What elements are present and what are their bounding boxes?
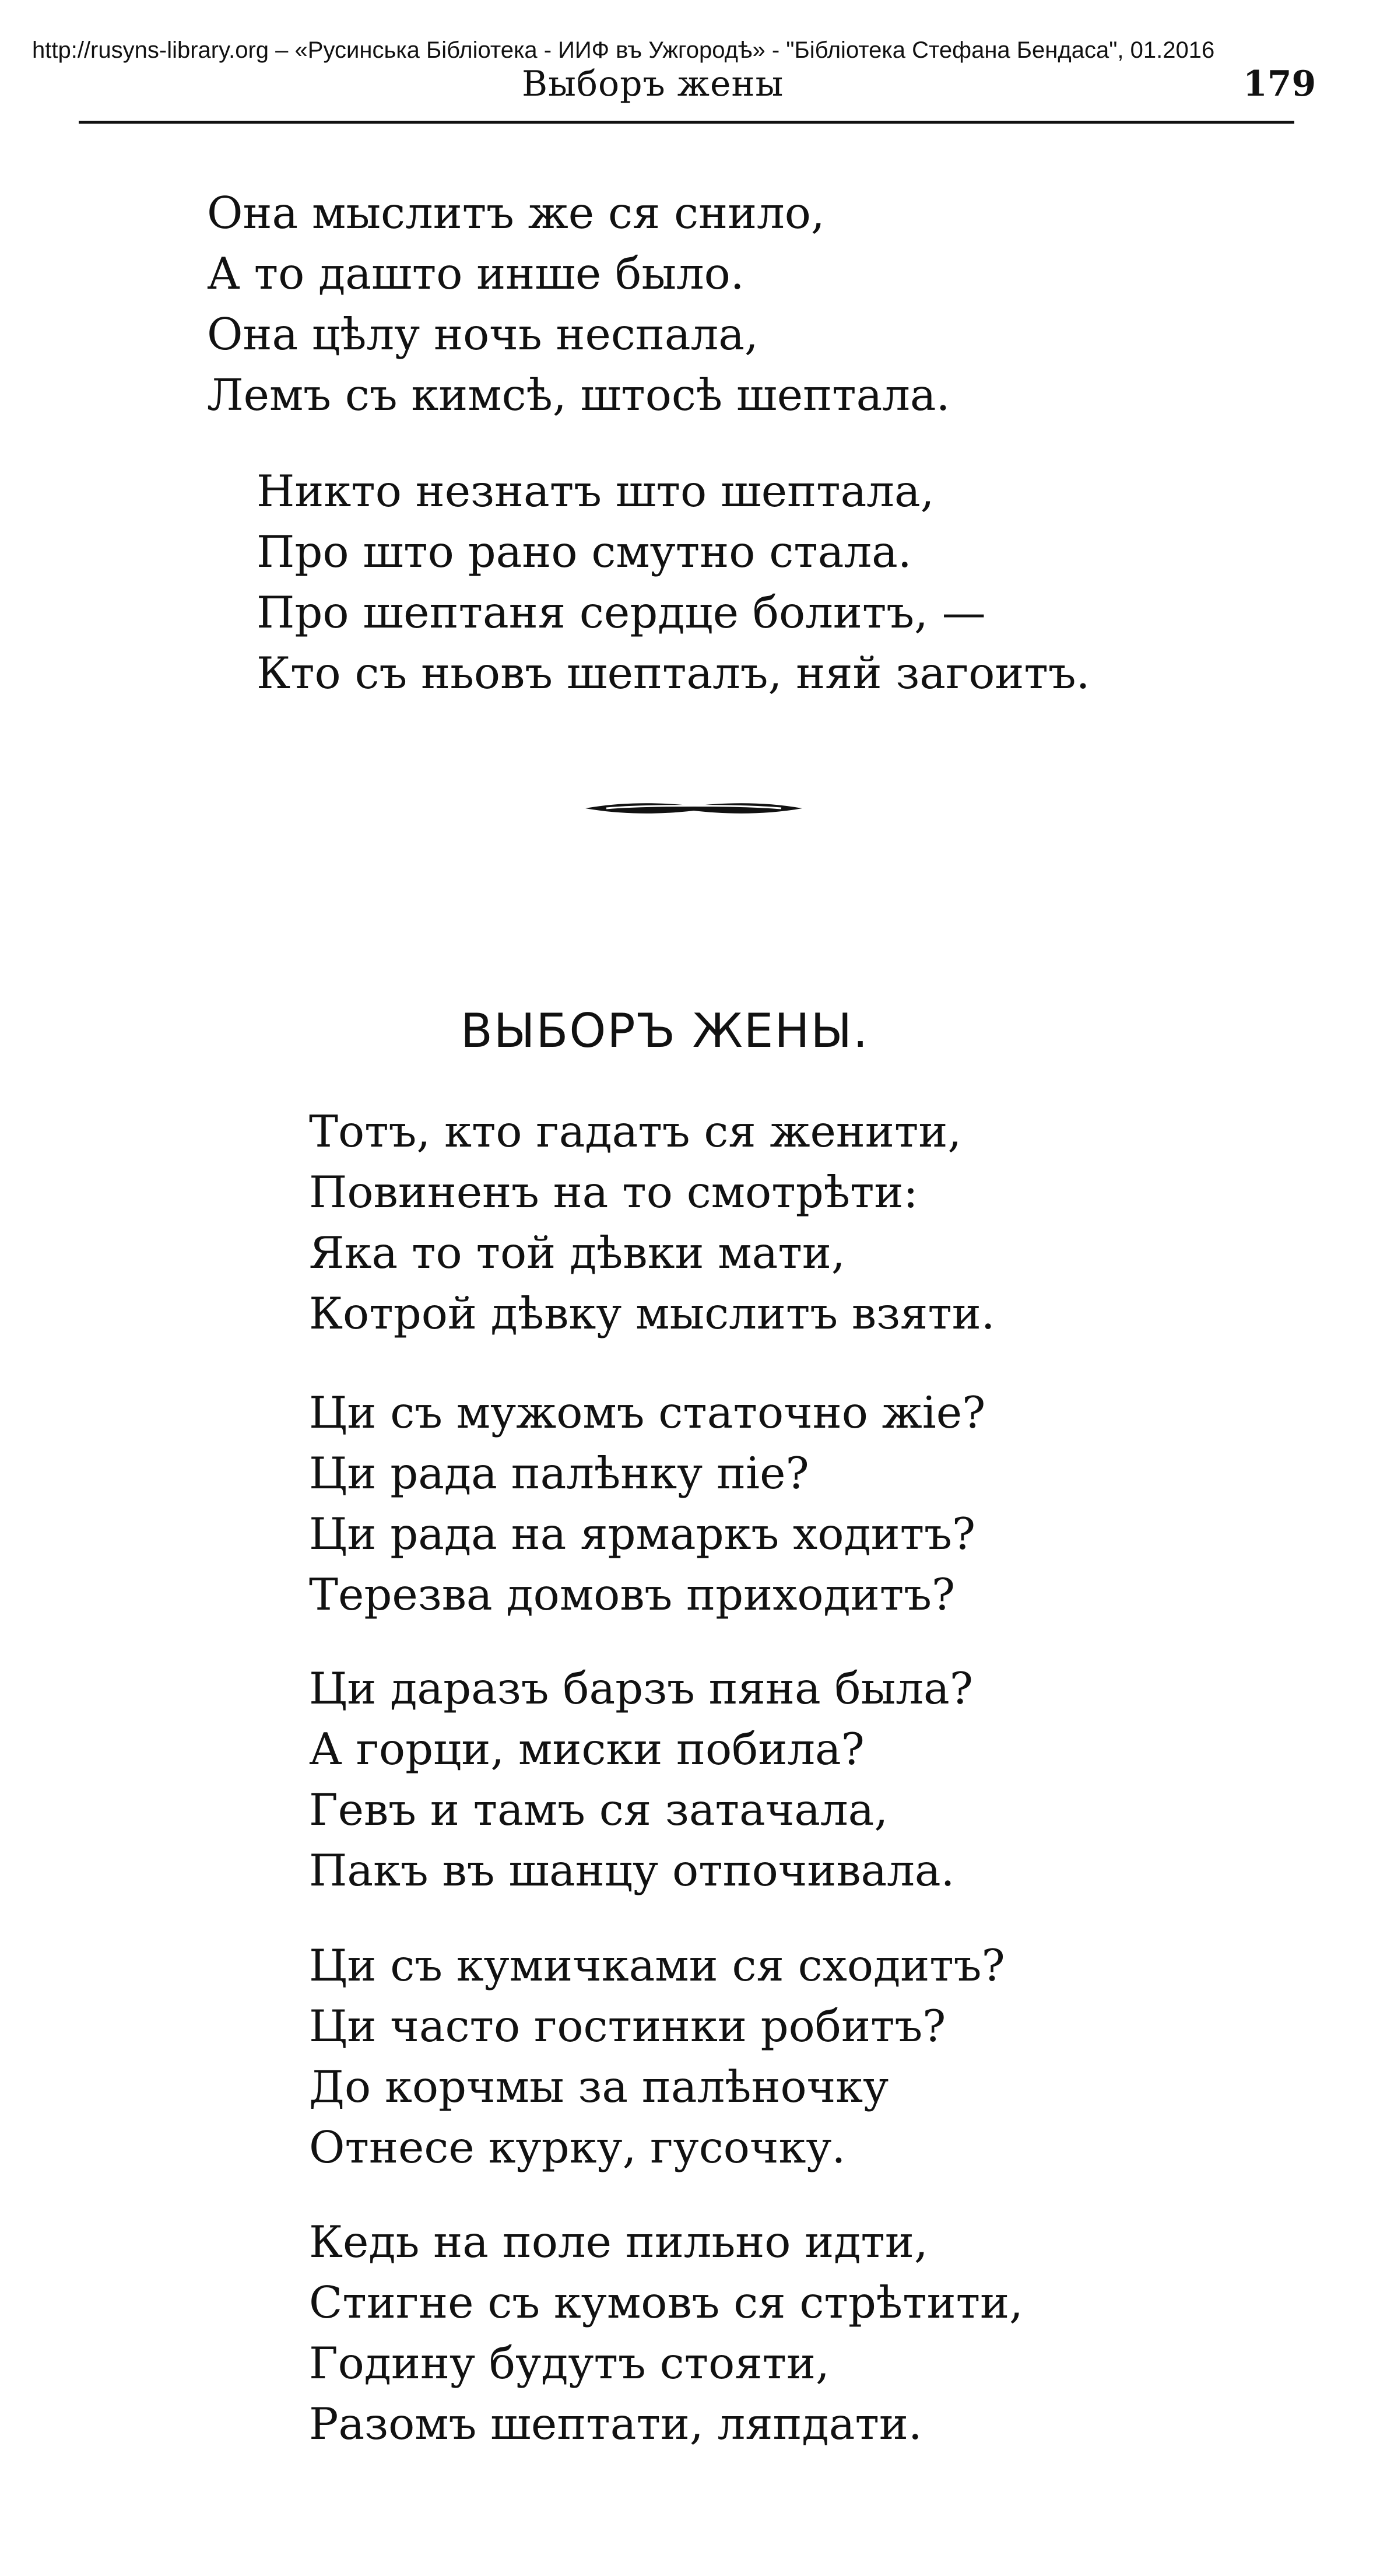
verse-line: Стигне съ кумовъ ся стрѣтити, (309, 2277, 1023, 2328)
verse-line: Она цѣлу ночь неспала, (207, 309, 759, 360)
verse-line: Разомъ шептати, ляпдати. (309, 2398, 922, 2449)
verse-line: Никто незнатъ што шептала, (257, 465, 935, 517)
verse-line: Повиненъ на то смотрѣти: (309, 1166, 918, 1218)
verse-line: А горци, миски побила? (309, 1723, 865, 1775)
verse-line: Годину будутъ стояти, (309, 2337, 830, 2389)
stanza (207, 183, 950, 425)
verse-line: Гевъ и тамъ ся затачала, (309, 1784, 889, 1835)
verse-line: Ци съ кумичками ся сходитъ? (309, 1940, 1005, 1991)
source-url-line: http://rusyns-library.org – «Русинська Бібліотека - ИИФ въ Ужгородѣ» - "Бібліотека Стефана Бендаса", 01.2016 (32, 37, 1215, 63)
stanza (257, 461, 1090, 703)
verse-line: Пакъ въ шанцу отпочивала. (309, 1845, 955, 1896)
stanza (309, 1658, 973, 1901)
page-number: 179 (1243, 64, 1316, 104)
stanza (309, 2211, 1023, 2454)
stanza (309, 1101, 995, 1344)
verse-line: Ци рада на ярмаркъ ходитъ? (309, 1508, 976, 1559)
stanza (309, 1382, 985, 1625)
verse-line: Яка то той дѣвки мати, (309, 1227, 845, 1278)
verse-line: Про што рано смутно стала. (257, 526, 912, 577)
verse-line: Отнесе курку, гусочку. (309, 2122, 846, 2173)
verse-line: Котрой дѣвку мыслитъ взяти. (309, 1288, 995, 1339)
verse-line: А то дашто инше было. (207, 248, 745, 299)
verse-line: Лемъ съ кимсѣ, штосѣ шептала. (207, 369, 950, 420)
verse-line: Ци часто гостинки робитъ? (309, 2000, 946, 2052)
verse-line: Тотъ, кто гадатъ ся женити, (309, 1106, 962, 1157)
verse-line: Терезва домовъ приходитъ? (309, 1569, 956, 1620)
running-head: Выборъ жены (522, 64, 784, 104)
stanza (309, 1935, 1005, 2178)
verse-line: До корчмы за палѣночку (309, 2061, 889, 2112)
header-rule (79, 121, 1294, 124)
verse-line: Она мыслитъ же ся снило, (207, 187, 825, 239)
verse-line: Кто съ ньовъ шепталъ, няй загоитъ. (257, 647, 1090, 699)
swash-rule-ornament (583, 798, 805, 819)
verse-line: Кедь на поле пильно идти, (309, 2216, 928, 2267)
verse-line: Ци рада палѣнку піе? (309, 1448, 809, 1499)
poem-title: ВЫБОРЪ ЖЕНЫ. (461, 1004, 869, 1058)
verse-line: Ци даразъ барзъ пяна была? (309, 1663, 973, 1714)
verse-line: Ци съ мужомъ статочно жіе? (309, 1387, 986, 1438)
verse-line: Про шептаня сердце болитъ, — (257, 587, 986, 638)
